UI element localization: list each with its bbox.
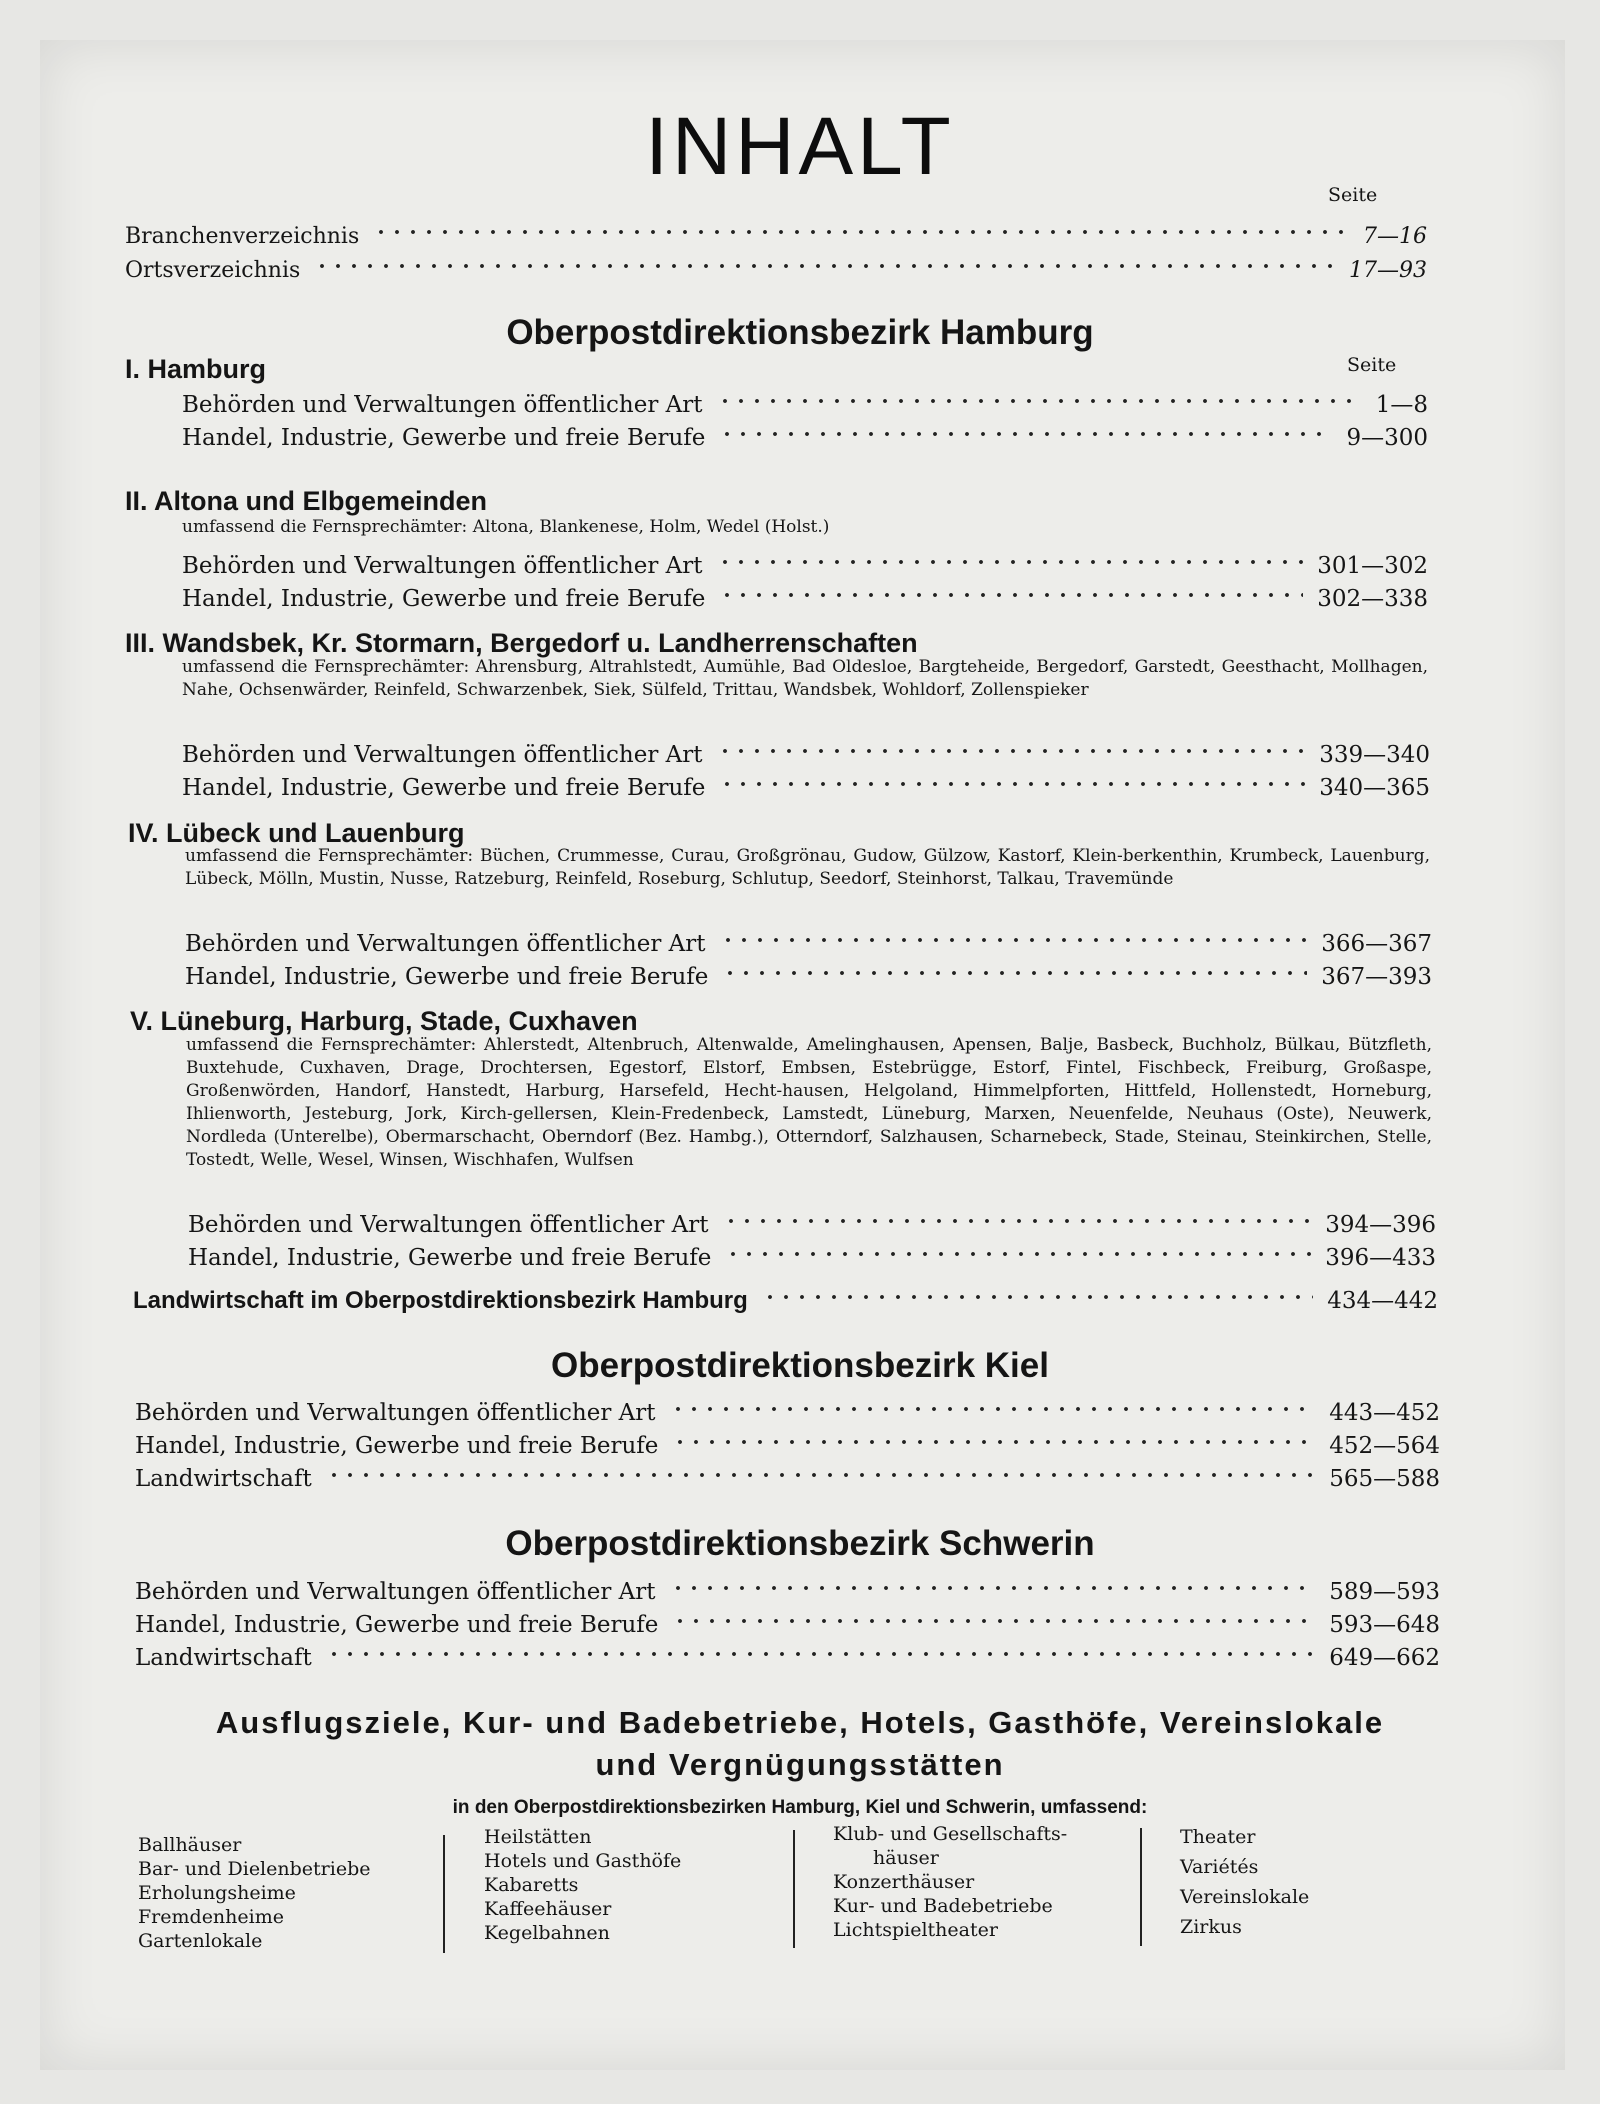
section-desc-luebeck: umfassend die Fernsprechämter: Büchen, Crummesse, Curau, Großgrönau, Gudow, Gülzow, Kastorf, Klein-berkenthin, Krumbeck, Lauenburg, Lübeck, Mölln, Mustin, Nusse, Ratzeburg, Reinfeld, Roseburg, Schlutup, Seedorf, Steinhorst, Talkau, Travemünde: [185, 846, 1430, 889]
section-title-hamburg: I. Hamburg: [125, 354, 267, 384]
toc-entry-hamburg-behoerden[interactable]: Behörden und Verwaltungen öffentlicher Art 1—8: [182, 392, 1428, 418]
heading-ausflugsziele-line2: und Vergnügungsstätten: [595, 1747, 1005, 1782]
toc-entry-schwerin-landwirtschaft[interactable]: Landwirtschaft 649—662: [135, 1645, 1440, 1671]
venue-item: Ballhäuser: [138, 1834, 242, 1856]
venue-item: Konzerthäuser: [833, 1871, 975, 1893]
toc-entry-luebeck-handel[interactable]: Handel, Industrie, Gewerbe und freie Berufe 367—393: [185, 964, 1432, 990]
toc-entry-lueneburg-handel[interactable]: Handel, Industrie, Gewerbe und freie Berufe 396—433: [188, 1245, 1436, 1271]
page-title: INHALT: [645, 101, 955, 192]
toc-entry-lueneburg-behoerden[interactable]: Behörden und Verwaltungen öffentlicher Art 394—396: [188, 1212, 1436, 1238]
column-divider: [443, 1835, 445, 1953]
heading-ausflugsziele-line1: Ausflugsziele, Kur- und Badebetriebe, Hotels, Gasthöfe, Vereinslokale: [215, 1705, 1385, 1740]
heading-hamburg: Oberpostdirektionsbezirk Hamburg: [506, 313, 1094, 352]
seite-label-hamburg: Seite: [1347, 354, 1397, 376]
venue-item: Kegelbahnen: [484, 1922, 610, 1944]
seite-label-top: Seite: [1328, 184, 1378, 206]
toc-entry-wandsbek-behoerden[interactable]: Behörden und Verwaltungen öffentlicher Art 339—340: [182, 742, 1430, 768]
toc-entry-branchenverzeichnis[interactable]: Branchenverzeichnis 7—16: [125, 221, 1427, 249]
toc-entry-schwerin-handel[interactable]: Handel, Industrie, Gewerbe und freie Berufe 593—648: [135, 1612, 1440, 1638]
column-divider: [1140, 1828, 1142, 1946]
ausflug-subheading: in den Oberpostdirektionsbezirken Hamburg, Kiel und Schwerin, umfassend:: [452, 1797, 1148, 1818]
venue-item: Fremdenheime: [138, 1906, 284, 1928]
toc-entry-altona-handel[interactable]: Handel, Industrie, Gewerbe und freie Berufe 302—338: [182, 586, 1428, 612]
venue-item: Kaffeehäuser: [484, 1898, 612, 1920]
section-title-altona: II. Altona und Elbgemeinden: [125, 486, 488, 516]
venue-item: Bar- und Dielenbetriebe: [138, 1858, 371, 1880]
toc-entry-kiel-handel[interactable]: Handel, Industrie, Gewerbe und freie Berufe 452—564: [135, 1433, 1440, 1459]
venue-column-2: [484, 1825, 681, 1945]
toc-entry-wandsbek-handel[interactable]: Handel, Industrie, Gewerbe und freie Berufe 340—365: [182, 775, 1430, 801]
section-title-lueneburg: V. Lüneburg, Harburg, Stade, Cuxhaven: [130, 1006, 638, 1036]
venue-item: häuser: [873, 1847, 939, 1869]
venue-item: Zirkus: [1180, 1916, 1242, 1938]
venue-item: Vereinslokale: [1180, 1886, 1310, 1908]
toc-entry-kiel-behoerden[interactable]: Behörden und Verwaltungen öffentlicher Art 443—452: [135, 1400, 1440, 1426]
toc-entry-luebeck-behoerden[interactable]: Behörden und Verwaltungen öffentlicher Art 366—367: [185, 931, 1432, 957]
venue-item: Heilstätten: [484, 1826, 592, 1848]
venue-item: Kur- und Badebetriebe: [833, 1895, 1053, 1917]
venue-item: Theater: [1180, 1826, 1256, 1848]
venue-column-4: [1180, 1822, 1309, 1942]
column-divider: [793, 1830, 795, 1948]
venue-item: Variétés: [1180, 1856, 1259, 1878]
toc-entry-ortsverzeichnis[interactable]: Ortsverzeichnis 17—93: [125, 255, 1427, 283]
heading-schwerin: Oberpostdirektionsbezirk Schwerin: [505, 1524, 1095, 1563]
toc-entry-altona-behoerden[interactable]: Behörden und Verwaltungen öffentlicher Art 301—302: [182, 553, 1428, 579]
venue-item: Lichtspieltheater: [833, 1919, 998, 1941]
toc-entry-hamburg-handel[interactable]: Handel, Industrie, Gewerbe und freie Berufe 9—300: [182, 425, 1428, 451]
venue-item: Erholungsheime: [138, 1882, 296, 1904]
section-title-luebeck: IV. Lübeck und Lauenburg: [128, 818, 465, 848]
venue-column-1: [138, 1833, 370, 1953]
venue-item: Kabaretts: [484, 1874, 579, 1896]
venue-column-3: [833, 1822, 1067, 1942]
heading-kiel: Oberpostdirektionsbezirk Kiel: [551, 1346, 1049, 1385]
section-desc-lueneburg: umfassend die Fernsprechämter: Ahlerstedt, Altenbruch, Altenwalde, Amelinghausen, Apensen, Balje, Basbeck, Buchholz, Bülkau, Bützfleth, Buxtehude, Cuxhaven, Drage, Drochtersen, Egestorf, Elstorf, Embsen, Estebrügge, Estorf, Fintel, Fischbeck, Freiburg, Großaspe, Großenwörden, Handorf, Hanstedt, Harburg, Harsefeld, Hecht-hausen, Helgoland, Himmelpforten, Hittfeld, Hollenstedt, Horneburg, Ihlienworth, Jesteburg, Jork, Kirch-gellersen, Klein-Fredenbeck, Lamstedt, Lüneburg, Marxen, Neuenfelde, Neuhaus (Oste), Neuwerk, Nordleda (Unterelbe), Obermarschacht, Oberndorf (Bez. Hambg.), Otterndorf, Salzhausen, Scharnebeck, Stade, Steinau, Steinkirchen, Stelle, Tostedt, Welle, Wesel, Winsen, Wischhafen, Wulfsen: [186, 1035, 1432, 1170]
venue-item: Hotels und Gasthöfe: [484, 1850, 682, 1872]
section-title-wandsbek: III. Wandsbek, Kr. Stormarn, Bergedorf u. Landherrenschaften: [125, 628, 918, 658]
toc-entry-landwirtschaft-hamburg[interactable]: Landwirtschaft im Oberpostdirektionsbezirk Hamburg 434—442: [133, 1287, 1438, 1314]
section-desc-altona: umfassend die Fernsprechämter: Altona, Blankenese, Holm, Wedel (Holst.): [182, 517, 830, 537]
toc-entry-schwerin-behoerden[interactable]: Behörden und Verwaltungen öffentlicher Art 589—593: [135, 1579, 1440, 1605]
venue-item: Gartenlokale: [138, 1930, 263, 1952]
toc-entry-kiel-landwirtschaft[interactable]: Landwirtschaft 565—588: [135, 1466, 1440, 1492]
venue-item: Klub- und Gesellschafts-: [833, 1823, 1068, 1845]
section-desc-wandsbek: umfassend die Fernsprechämter: Ahrensburg, Altrahlstedt, Aumühle, Bad Oldesloe, Bargteheide, Bergedorf, Garstedt, Geesthacht, Mollhagen, Nahe, Ochsenwärder, Reinfeld, Schwarzenbek, Siek, Sülfeld, Trittau, Wandsbek, Wohldorf, Zollenspieker: [182, 657, 1428, 700]
